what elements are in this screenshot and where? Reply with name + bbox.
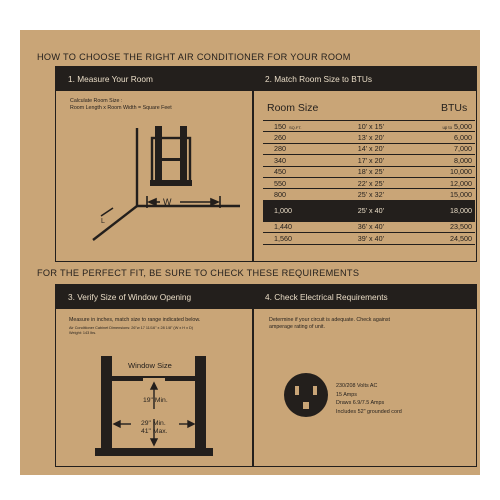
room-area-cell: 340	[263, 155, 336, 166]
btu-cell: 12,000	[406, 177, 475, 188]
btu-cell: 23,500	[406, 221, 475, 232]
window-instruction: Measure in inches, match size to range indicated below.	[69, 317, 201, 323]
panel1-header: 1. Measure Your Room	[56, 67, 252, 91]
room-dimensions-cell: 13’ x 20’	[336, 132, 406, 143]
room-area-cell: 1,440	[263, 221, 336, 232]
room-area-cell: 800	[263, 189, 336, 200]
left-window-frame	[101, 356, 112, 452]
btu-table-row	[263, 200, 475, 221]
room-dimensions-cell: 17’ x 20’	[336, 155, 406, 166]
calc-line-2: Room Length x Room Width = Square Feet	[70, 105, 172, 111]
btu-table-row	[263, 121, 475, 132]
width-min-label: 29" Min.	[141, 420, 166, 427]
btu-cell: 6,000	[406, 132, 475, 143]
btu-table-row	[263, 177, 475, 188]
room-dimensions-cell: 36’ x 40’	[336, 221, 406, 232]
electrical-intro-1: Determine if your circuit is adequate. Check against	[269, 317, 391, 323]
btus-column-title: BTUs	[441, 102, 468, 114]
top-heading: HOW TO CHOOSE THE RIGHT AIR CONDITIONER FOR YOUR ROOM	[37, 52, 351, 62]
room-dimensions-cell: 39’ x 40’	[336, 233, 406, 244]
window-diagram	[55, 284, 251, 467]
room-area-cell: 280	[263, 143, 336, 154]
panel-divider-bottom	[252, 285, 254, 466]
panel2-header: 2. Match Room Size to BTUs	[253, 67, 476, 91]
room-area-cell: 1,000	[263, 200, 336, 221]
length-label: L	[101, 218, 105, 225]
btu-table-row	[263, 233, 475, 244]
width-max-label: 41" Max.	[141, 428, 168, 435]
btu-cell: 15,000	[406, 189, 475, 200]
btu-cell: 7,000	[406, 143, 475, 154]
spec-cord: Includes 52" grounded cord	[336, 408, 402, 415]
spec-draw: Draws 6.9/7.5 Amps	[336, 400, 385, 406]
room-size-column-title: Room Size	[267, 102, 319, 114]
calc-line-1: Calculate Room Size :	[70, 98, 123, 104]
window-sill	[95, 448, 213, 456]
spec-voltage: 230/208 Volts AC	[336, 383, 378, 389]
room-area-cell: 260	[263, 132, 336, 143]
btu-cell: up to 5,000	[406, 121, 475, 132]
height-min-label: 19" Min.	[143, 397, 168, 404]
sqft-unit: SQ.FT.	[289, 124, 302, 130]
room-diagram	[55, 66, 251, 262]
electrical-specs	[336, 382, 402, 416]
room-area-cell: 1,560	[263, 233, 336, 244]
room-area-cell: 450	[263, 166, 336, 177]
room-dimensions-cell: 25’ x 32’	[336, 189, 406, 200]
room-dimensions-cell: 22’ x 25’	[336, 177, 406, 188]
room-dimensions-cell: 10’ x 15’	[336, 121, 406, 132]
btu-table-row	[263, 155, 475, 166]
room-area-cell: 150 SQ.FT.	[263, 121, 336, 132]
panel4-header: 4. Check Electrical Requirements	[253, 285, 476, 309]
width-label: W	[163, 197, 172, 207]
electrical-intro-2: amperage rating of unit.	[269, 324, 325, 330]
room-dimensions-cell: 18’ x 25’	[336, 166, 406, 177]
room-dimensions-cell: 14’ x 20’	[336, 143, 406, 154]
btu-table-row	[263, 221, 475, 232]
btu-table-row	[263, 143, 475, 154]
btu-cell: 8,000	[406, 155, 475, 166]
room-dimensions-cell: 25’ x 40’	[336, 200, 406, 221]
up-to-label: up to	[442, 124, 452, 130]
room-area-cell: 550	[263, 177, 336, 188]
spec-amps: 15 Amps	[336, 391, 357, 398]
btu-table-row	[263, 166, 475, 177]
floor-left-line	[93, 206, 137, 240]
outlet-icon	[283, 372, 329, 418]
right-window-frame	[195, 356, 206, 452]
bottom-heading: FOR THE PERFECT FIT, BE SURE TO CHECK THESE REQUIREMENTS	[37, 268, 360, 278]
btu-table-row	[263, 189, 475, 200]
btu-table	[263, 120, 475, 245]
btu-cell: 10,000	[406, 166, 475, 177]
btu-table-row	[263, 132, 475, 143]
panel3-header: 3. Verify Size of Window Opening	[56, 285, 252, 309]
btu-cell: 24,500	[406, 233, 475, 244]
weight-note: Weight: 143 lbs.	[69, 331, 97, 335]
window-size-label: Window Size	[128, 361, 172, 370]
btu-cell: 18,000	[406, 200, 475, 221]
cabinet-dimensions-note: Air Conditioner Cabinet Dimensions: 26"w 17 11/16" x 28 1/8" (W x H x D)	[69, 326, 194, 330]
panel-divider	[252, 67, 254, 261]
